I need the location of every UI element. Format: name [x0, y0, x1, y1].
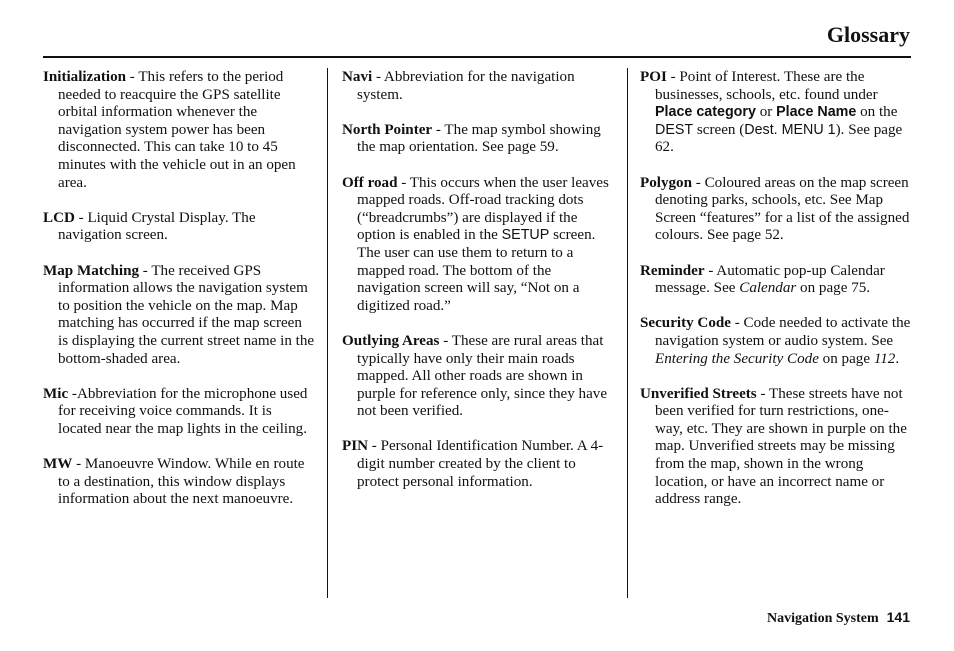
glossary-entry-lcd	[43, 210, 315, 245]
glossary-term: LCD	[43, 209, 75, 226]
column-divider-1	[327, 68, 328, 598]
glossary-term: POI	[640, 69, 667, 85]
glossary-definition: - Manoeuvre Window. While en route to a destination, this window displays information about the next manoeuvre.	[58, 456, 305, 508]
glossary-term: North Pointer	[342, 121, 433, 138]
glossary-definition: - These streets have not been verified for turn restrictions, one-way, etc. They are shown in purple on the map. Unverified streets may be missing from the map, shown in the wrong location, or have an incorrect name or address range.	[655, 385, 907, 508]
place-name-label: Place Name	[776, 104, 857, 121]
glossary-definition-cont: on page	[818, 350, 874, 367]
glossary-term: Polygon	[640, 174, 692, 191]
glossary-entry-map-matching	[43, 263, 315, 369]
glossary-entry-off-road	[342, 175, 614, 316]
glossary-entry-security-code	[640, 315, 911, 368]
glossary-definition-cont: ). See page 62.	[655, 121, 903, 156]
calendar-reference: Calendar	[739, 280, 797, 297]
setup-screen-name: SETUP	[501, 227, 550, 244]
header-rule	[43, 56, 911, 58]
glossary-entry-north-pointer	[342, 122, 614, 157]
glossary-term: Navi	[342, 69, 373, 85]
glossary-definition: - This occurs when the user leaves mapped roads. Off-road tracking dots (“breadcrumbs”) are displayed if the option is enabled in the	[357, 174, 609, 244]
glossary-definition: - Automatic pop-up Calendar message. See	[655, 262, 885, 297]
page-number: 141	[886, 609, 910, 625]
glossary-definition: - This refers to the period needed to reacquire the GPS satellite orbital information whenever the navigation system power has been disconnected. This can take 10 to 45 minutes with the vehicle out in an open area.	[58, 69, 296, 191]
glossary-entry-outlying-areas	[342, 333, 614, 421]
glossary-entry-navi	[342, 69, 614, 104]
glossary-term: Map Matching	[43, 262, 140, 279]
glossary-term: Mic	[43, 385, 69, 402]
glossary-definition-cont: or	[755, 104, 777, 121]
footer-section-name: Navigation System	[767, 611, 879, 626]
glossary-column-1	[43, 69, 315, 526]
glossary-column-2	[342, 69, 614, 509]
dest-screen-name: DEST	[655, 121, 694, 138]
glossary-definition-cont: .	[895, 350, 900, 367]
glossary-term: Reminder	[640, 262, 705, 279]
glossary-definition-cont: on page 75.	[796, 280, 871, 297]
glossary-definition-cont: screen. The user can use them to return to a mapped road. The bottom of the navigation screen will say, “Not on a digitized road.”	[357, 227, 596, 314]
glossary-entry-initialization	[43, 69, 315, 192]
glossary-entry-mic	[43, 386, 315, 439]
dest-menu-name: Dest. MENU 1	[744, 121, 836, 138]
glossary-definition: -Abbreviation for the microphone used for receiving voice commands. It is located near the map lights in the ceiling.	[58, 385, 308, 437]
glossary-term: Outlying Areas	[342, 332, 440, 349]
glossary-definition: - Personal Identification Number. A 4-digit number created by the client to protect personal information.	[357, 438, 604, 490]
glossary-definition: - The map symbol showing the map orientation. See page 59.	[357, 121, 601, 156]
glossary-column-3	[640, 69, 911, 526]
glossary-entry-pin	[342, 438, 614, 491]
glossary-definition: - Point of Interest. These are the businesses, schools, etc. found under	[655, 69, 878, 103]
column-divider-2	[627, 68, 628, 598]
glossary-entry-polygon	[640, 175, 911, 245]
glossary-term: PIN	[342, 438, 368, 455]
glossary-entry-mw	[43, 456, 315, 509]
page-footer	[767, 609, 910, 627]
glossary-entry-unverified-streets	[640, 386, 911, 509]
page-title: Glossary	[826, 22, 910, 47]
glossary-definition-cont: on the	[856, 104, 898, 121]
glossary-definition-cont: screen (	[693, 121, 745, 138]
place-category-label: Place category	[655, 104, 756, 121]
glossary-definition: - Coloured areas on the map screen denoting parks, schools, etc. See Map Screen “features” for a list of the assigned colours. See page 52.	[655, 174, 910, 244]
glossary-definition: - The received GPS information allows the navigation system to position the vehicle on the map. Map matching has occurred if the map screen is displaying the current street name in the bottom-shaded area.	[58, 262, 315, 367]
glossary-term: Security Code	[640, 315, 731, 332]
glossary-term: Initialization	[43, 69, 127, 85]
glossary-term: Unverified Streets	[640, 385, 757, 402]
glossary-definition: - These are rural areas that typically have only their main roads mapped. All other roads are shown in purple for reference only, since they have not been verified.	[357, 332, 608, 420]
glossary-entry-reminder	[640, 263, 911, 298]
glossary-definition: - Liquid Crystal Display. The navigation screen.	[58, 209, 256, 244]
security-code-reference: Entering the Security Code	[655, 350, 819, 367]
glossary-term: MW	[43, 456, 73, 473]
glossary-entry-poi	[640, 69, 911, 157]
glossary-definition: - Code needed to activate the navigation system or audio system. See	[655, 315, 911, 349]
security-code-page: 112	[873, 350, 896, 367]
glossary-definition: - Abbreviation for the navigation system.	[357, 69, 575, 103]
glossary-term: Off road	[342, 174, 398, 191]
